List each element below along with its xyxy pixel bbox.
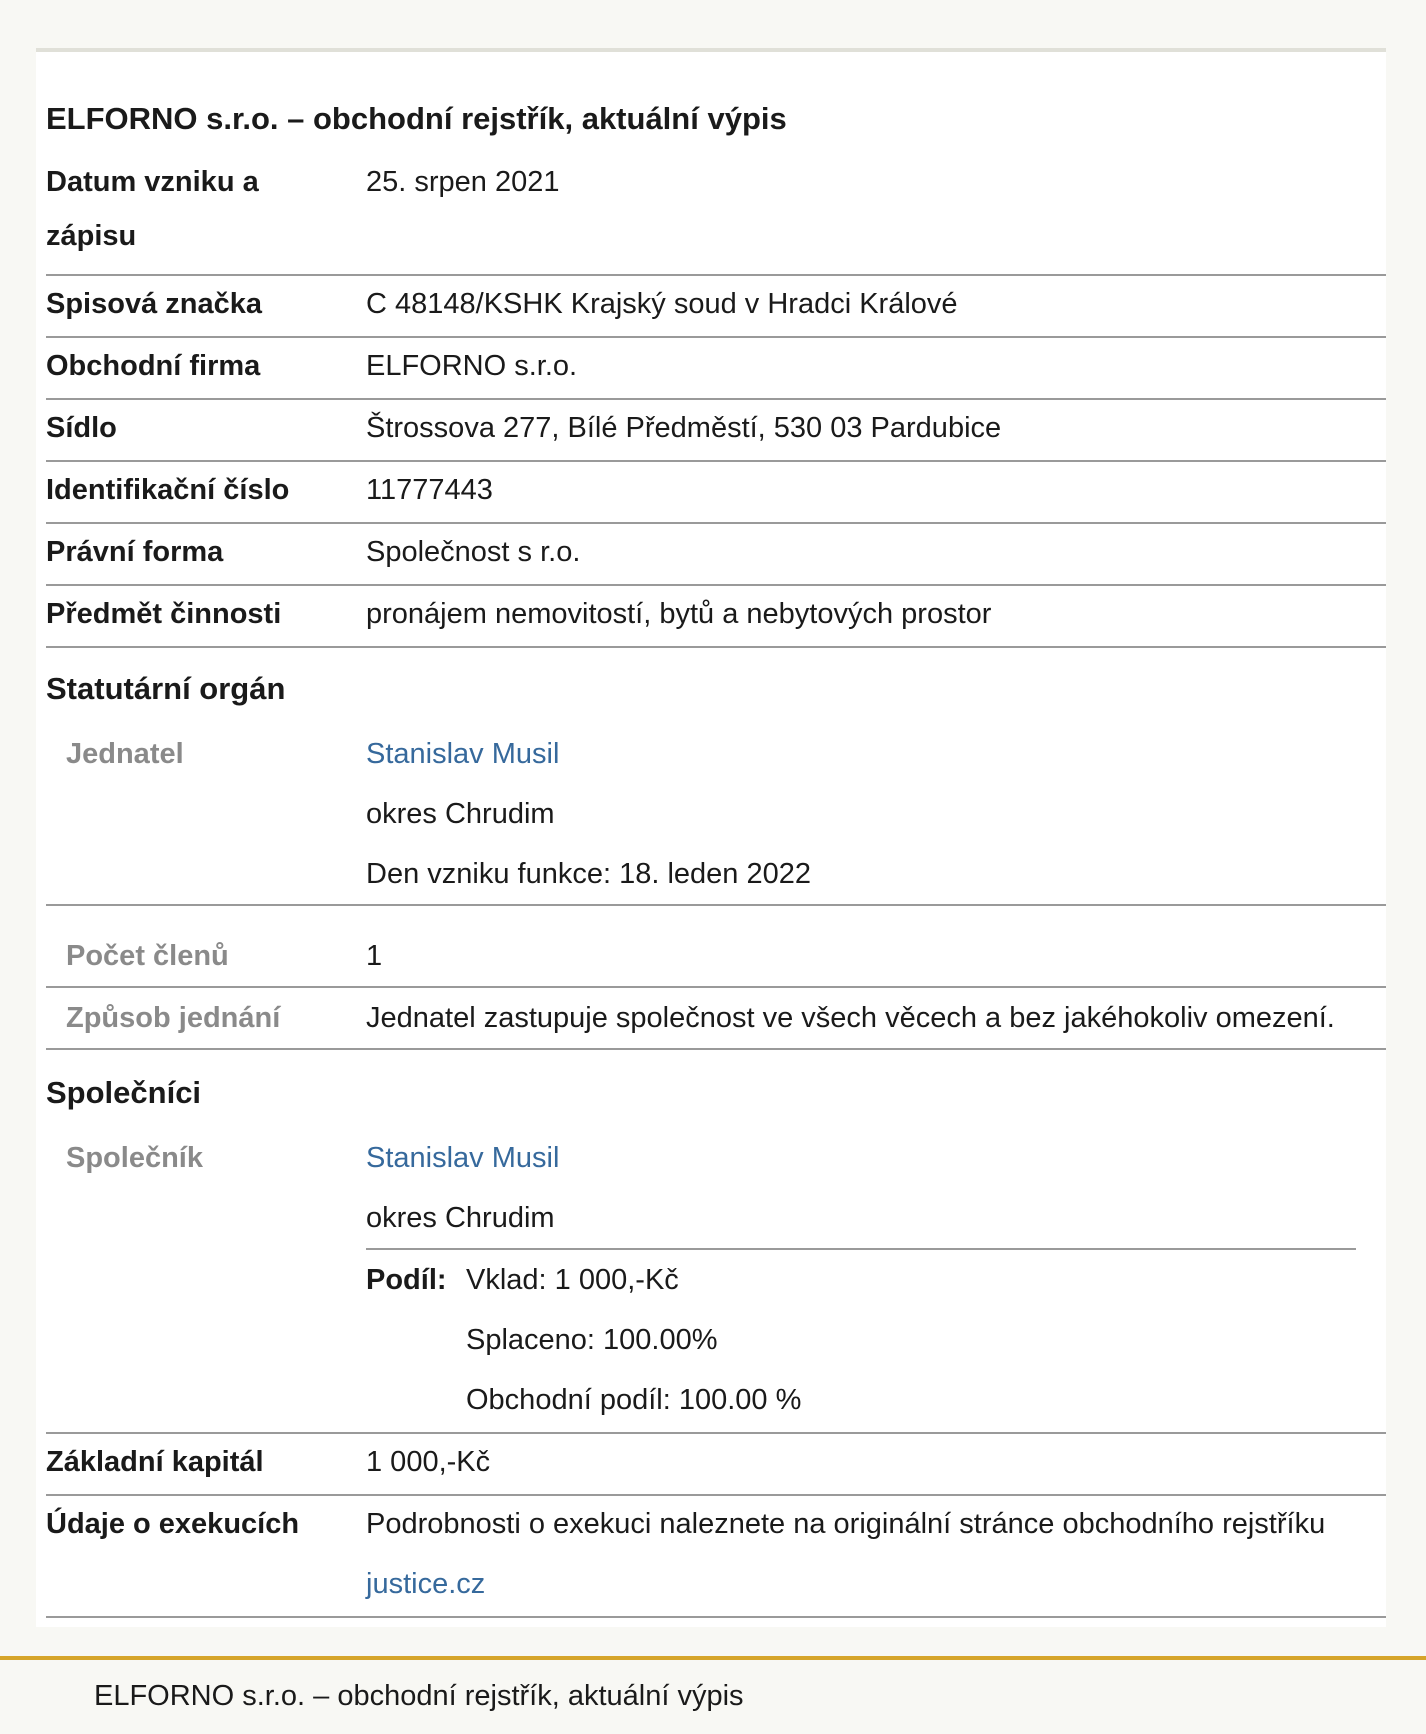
pocet-clenu-value: 1	[366, 940, 383, 972]
row-divider	[46, 1494, 1386, 1496]
kapital-label: Základní kapitál	[46, 1446, 264, 1478]
page-title: ELFORNO s.r.o. – obchodní rejstřík, aktuální výpis	[46, 101, 787, 136]
datum-value: 25. srpen 2021	[366, 166, 560, 198]
zpusob-jednani-label: Způsob jednání	[66, 1002, 281, 1034]
exekuce-label: Údaje o exekucích	[46, 1508, 300, 1540]
ico-label: Identifikační číslo	[46, 474, 290, 506]
row-divider	[46, 646, 1386, 648]
datum-label-line1: Datum vzniku a	[46, 166, 259, 198]
predmet-value: pronájem nemovitostí, bytů a nebytových prostor	[366, 598, 992, 630]
row-divider	[46, 1616, 1386, 1618]
spolecnik-name-link[interactable]: Stanislav Musil	[366, 1142, 560, 1174]
podil-obchodni: Obchodní podíl: 100.00 %	[466, 1384, 802, 1416]
row-divider	[46, 274, 1386, 276]
row-divider	[46, 584, 1386, 586]
section-title-spolecnici: Společníci	[46, 1075, 202, 1110]
row-divider	[46, 986, 1386, 988]
podil-vklad: Vklad: 1 000,-Kč	[466, 1264, 679, 1296]
datum-label-line2: zápisu	[46, 220, 137, 252]
podil-splaceno: Splaceno: 100.00%	[466, 1324, 718, 1356]
row-divider	[46, 460, 1386, 462]
row-divider	[46, 1432, 1386, 1434]
predmet-label: Předmět činnosti	[46, 598, 282, 630]
podil-divider	[366, 1248, 1356, 1250]
spolecnik-label: Společník	[66, 1142, 203, 1174]
ico-value: 11777443	[366, 474, 493, 506]
jednatel-den-vzniku: Den vzniku funkce: 18. leden 2022	[366, 858, 811, 890]
podil-label: Podíl:	[366, 1264, 447, 1296]
forma-label: Právní forma	[46, 536, 224, 568]
pocet-clenu-label: Počet členů	[66, 940, 229, 972]
row-divider	[46, 1048, 1386, 1050]
spolecnik-okres: okres Chrudim	[366, 1202, 555, 1234]
sidlo-value: Štrossova 277, Bílé Předměstí, 530 03 Pardubice	[366, 412, 1002, 444]
forma-value: Společnost s r.o.	[366, 536, 581, 568]
section-title-statutarni: Statutární orgán	[46, 671, 286, 706]
jednatel-okres: okres Chrudim	[366, 798, 555, 830]
row-divider	[46, 522, 1386, 524]
firma-value: ELFORNO s.r.o.	[366, 350, 578, 382]
footer-text: ELFORNO s.r.o. – obchodní rejstřík, aktuální výpis	[94, 1680, 744, 1712]
spisova-label: Spisová značka	[46, 288, 262, 320]
justice-link[interactable]: justice.cz	[366, 1568, 486, 1600]
firma-label: Obchodní firma	[46, 350, 261, 382]
sidlo-label: Sídlo	[46, 412, 117, 444]
zpusob-jednani-value: Jednatel zastupuje společnost ve všech věcech a bez jakéhokoliv omezení.	[366, 1002, 1335, 1034]
row-divider	[46, 336, 1386, 338]
row-divider	[46, 398, 1386, 400]
jednatel-name-link[interactable]: Stanislav Musil	[366, 738, 560, 770]
row-divider	[46, 904, 1386, 906]
exekuce-value: Podrobnosti o exekuci naleznete na originální stránce obchodního rejstříku	[366, 1508, 1326, 1540]
jednatel-label: Jednatel	[66, 738, 184, 770]
spisova-value: C 48148/KSHK Krajský soud v Hradci Králové	[366, 288, 958, 320]
kapital-value: 1 000,-Kč	[366, 1446, 491, 1478]
